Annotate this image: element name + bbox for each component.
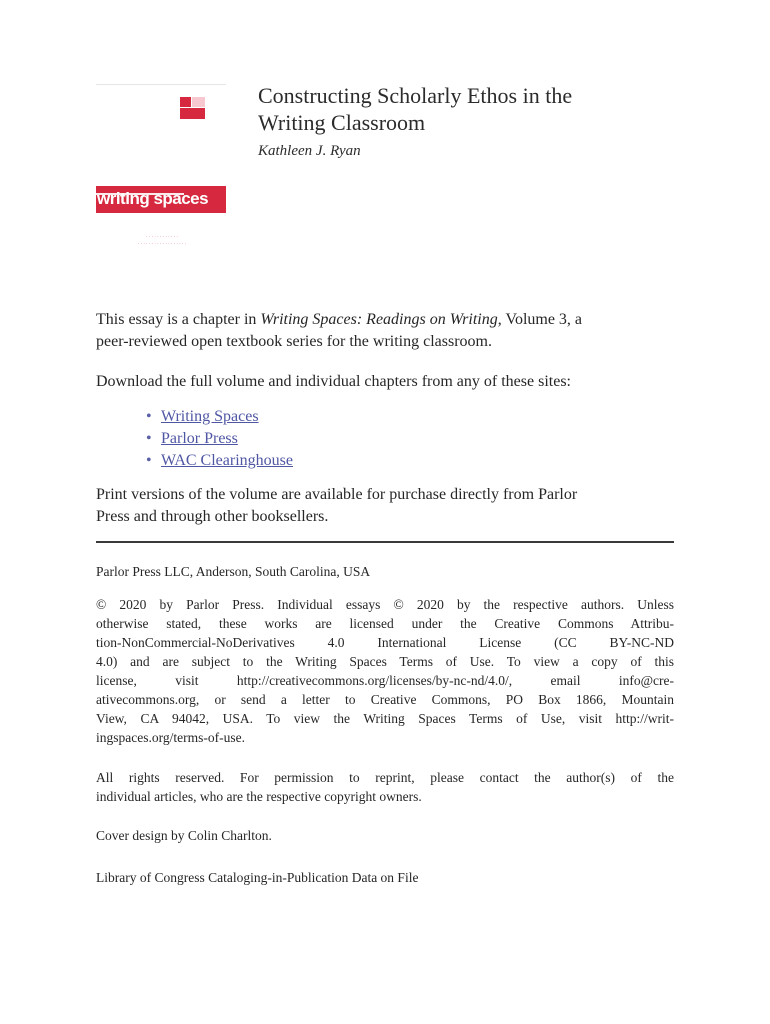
parlor-press-link[interactable]: Parlor Press bbox=[161, 430, 238, 447]
logo-squares-icon bbox=[180, 97, 206, 119]
chapter-title bbox=[258, 82, 678, 136]
rights-paragraph: All rights reserved. For permission to reprint, please contact the author(s) of the individual articles, who are the respective copyright owners. bbox=[96, 770, 674, 804]
section-divider bbox=[96, 541, 674, 543]
author-name: Kathleen J. Ryan bbox=[258, 143, 361, 159]
cover-credit: Cover design by Colin Charlton. bbox=[96, 828, 272, 843]
list-item: • WAC Clearinghouse bbox=[146, 452, 293, 469]
writing-spaces-link[interactable]: Writing Spaces bbox=[161, 408, 259, 425]
site-list bbox=[146, 406, 293, 472]
book-title: Writing Spaces: Readings on Writing bbox=[260, 311, 498, 328]
intro-paragraph: This essay is a chapter in Writing Spaces: Readings on Writing, Volume 3, a peer-reviewed open textbook series for the writing classroom. bbox=[96, 311, 583, 350]
logo-fineprint: · · · · · · · · · bbox=[178, 208, 202, 213]
header-rule bbox=[96, 84, 226, 85]
print-versions-paragraph: Print versions of the volume are available for purchase directly from Parlor Press and through other booksellers. bbox=[96, 486, 578, 525]
list-item: • Writing Spaces bbox=[146, 408, 259, 425]
writing-spaces-logo bbox=[96, 186, 228, 248]
publisher-line: Parlor Press LLC, Anderson, South Carolina, USA bbox=[96, 564, 371, 579]
chapter-title-line1: Constructing Scholarly Ethos in the bbox=[258, 83, 573, 108]
logo-fineprint: · · · · · · · · · · · · bbox=[146, 234, 178, 239]
logo-wordmark: writing spaces bbox=[97, 189, 209, 208]
chapter-title-line2: Writing Classroom bbox=[258, 110, 426, 135]
download-paragraph: Download the full volume and individual chapters from any of these sites: bbox=[96, 373, 571, 390]
logo-fineprint: · · · · · · · · · · · · · · · · · · bbox=[137, 241, 187, 246]
library-cataloging: Library of Congress Cataloging-in-Publication Data on File bbox=[96, 870, 419, 885]
license-paragraph: © 2020 by Parlor Press. Individual essays © 2020 by the respective authors. Unless otherwise stated, these works are licensed under the Creative Commons Attribu- tion-NonCommercial-NoDerivatives 4.0 International License (CC BY-NC-ND 4.0) and are subject to the Writing Spaces Terms of Use. To view a copy of this license, visit http://creativecommons.org/licenses/by-nc-nd/4.0/, email info@cre- ativecommons.org, or send a letter to Creative Commons, PO Box 1866, Mountain View, CA 94042, USA. To view the Writing Spaces Terms of Use, visit http://writ- ingspaces.org/terms-of-use. bbox=[96, 597, 674, 745]
list-item: • Parlor Press bbox=[146, 430, 238, 447]
wac-clearinghouse-link[interactable]: WAC Clearinghouse bbox=[161, 452, 293, 469]
